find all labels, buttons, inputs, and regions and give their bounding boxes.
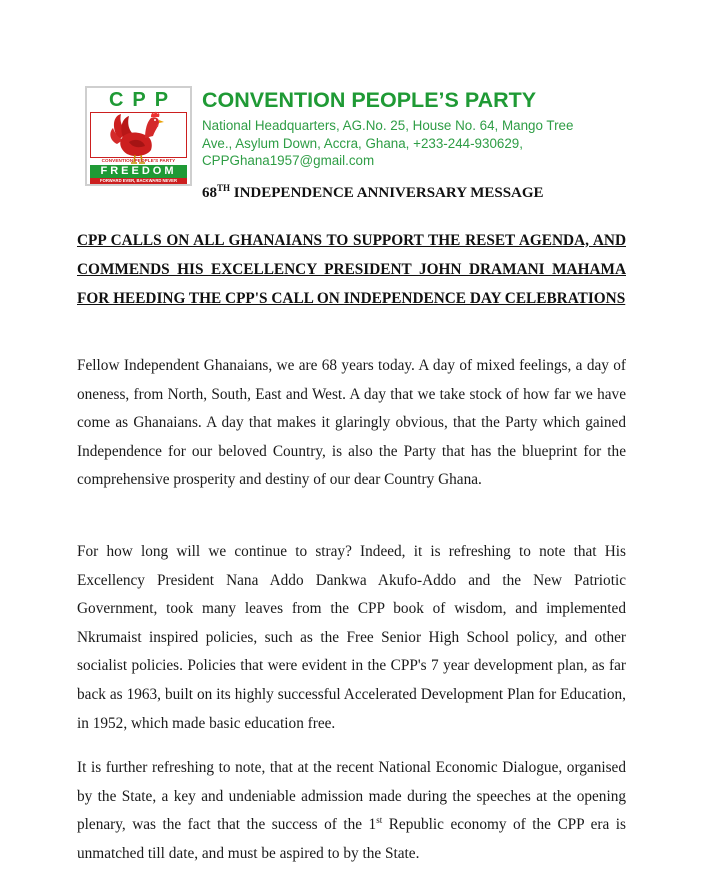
- paragraph-3-end: Republic economy of the CPP era is unmatched till date, and must be aspired to by the State.: [77, 816, 626, 862]
- letterhead-address: [202, 117, 622, 170]
- org-name: CONVENTION PEOPLE’S PARTY: [202, 88, 537, 112]
- logo-letters: CPP: [108, 89, 178, 111]
- paragraph-2: For how long will we continue to stray? Indeed, it is refreshing to note that His Excellency President Nana Addo Dankwa Akufo-Addo and the New Patriotic Government, took many leaves from the CPP book of wisdom, and implemented Nkrumaist inspired policies, such as the Free Senior High School policy, and other socialist policies. Policies that were evident in the CPP's 7 year development plan, as far back as 1963, built on its highly successful Accelerated Development Plan for Education, in 1952, which made basic education free.: [77, 543, 626, 732]
- paragraph-3-start: It is further refreshing to note, that at the recent National Economic Dialogue, organised by the State, a key and undeniable admission made during the speeches at the opening plenary, was the fact that the success of the 1: [77, 759, 626, 834]
- anniversary-title: [202, 183, 544, 202]
- cpp-logo: [85, 86, 192, 186]
- paragraph-3: [77, 754, 626, 868]
- anniversary-number: 68: [202, 185, 217, 201]
- address-line-2: Ave., Asylum Down, Accra, Ghana, +233-244-930629,: [202, 135, 523, 151]
- ordinal-suffix: st: [376, 815, 383, 826]
- logo-party-name: CONVENTION PEOPLE'S PARTY: [101, 158, 176, 163]
- logo-motto: FORWARD EVER, BACKWARD NEVER: [90, 178, 187, 184]
- anniversary-suffix: TH: [217, 183, 231, 193]
- paragraph-1: Fellow Independent Ghanaians, we are 68 years today. A day of mixed feelings, a day of oneness, from North, South, East and West. A day that we take stock of how far we have come as Ghanaians. A day that makes it glaringly obvious, that the Party which gained Independence for our beloved Country, is also the Party that has the blueprint for the comprehensive prosperity and destiny of our dear Country Ghana.: [77, 357, 626, 489]
- anniversary-text: INDEPENDENCE ANNIVERSARY MESSAGE: [230, 185, 544, 201]
- address-line-1: National Headquarters, AG.No. 25, House No. 64, Mango Tree: [202, 118, 574, 133]
- email-address: CPPGhana1957@gmail.com: [202, 153, 375, 168]
- headline: CPP CALLS ON ALL GHANAIANS TO SUPPORT THE RESET AGENDA, AND COMMENDS HIS EXCELLENCY PRESIDENT JOHN DRAMANI MAHAMA FOR HEEDING THE CPP'S CALL ON INDEPENDENCE DAY CELEBRATIONS: [77, 232, 626, 307]
- logo-freedom-banner: FREEDOM: [90, 165, 187, 178]
